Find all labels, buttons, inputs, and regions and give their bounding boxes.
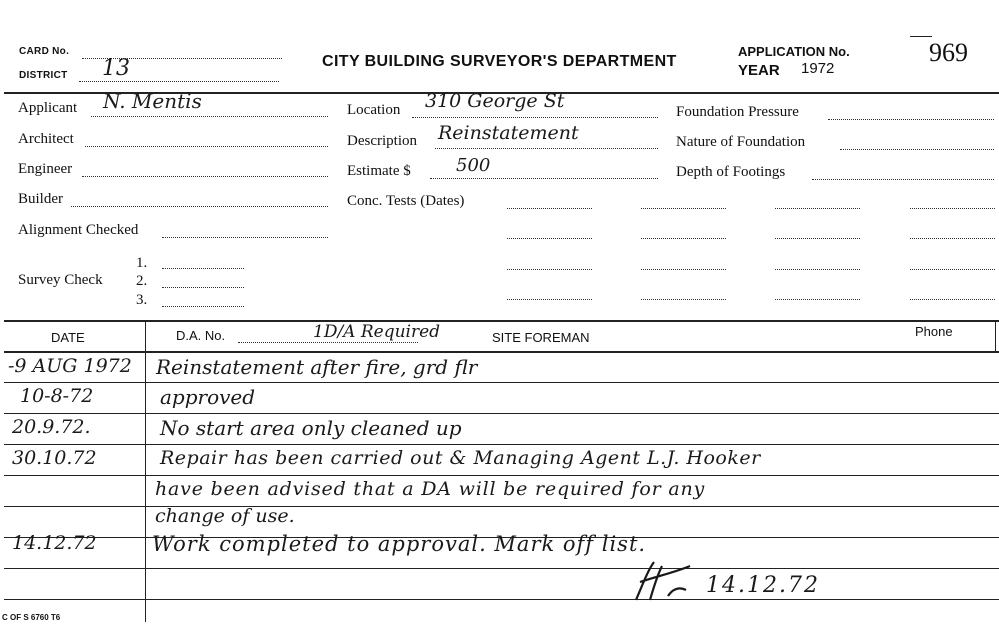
alignment-label: Alignment Checked [18,222,139,238]
conc-date-line [775,208,860,209]
log-row-text: have been advised that a DA will be required for any [155,478,706,500]
survey-line-3 [162,306,244,307]
da-no-label: D.A. No. [176,328,226,343]
engineer-line [82,176,328,177]
log-row-text: No start area only cleaned up [160,416,462,440]
location-label: Location [347,102,401,118]
log-row-text: Repair has been carried out & Managing Agent L.J. Hooker [160,447,761,469]
log-row-rule [4,444,999,445]
district-label: DISTRICT [19,70,68,81]
date-column-divider [145,322,146,622]
site-foreman-label: SITE FOREMAN [492,330,590,345]
log-row-date: 10-8-72 [20,385,94,407]
foundation-pressure-line [828,119,994,120]
survey-label: Survey Check [18,272,103,288]
phone-label: Phone [915,324,953,339]
depth-label: Depth of Footings [676,164,786,180]
log-row-date: -9 AUG 1972 [8,355,132,377]
signature-date: 14.12.72 [706,573,820,598]
depth-line [812,179,994,180]
phone-box-edge [995,322,996,352]
engineer-label: Engineer [18,161,73,177]
application-no-label: APPLICATION No. [738,44,850,59]
survey-num-2: 2. [136,273,148,289]
conc-date-line [641,208,726,209]
conc-tests-label: Conc. Tests (Dates) [347,193,465,209]
conc-date-line [507,208,592,209]
conc-date-line [641,299,726,300]
application-no-dash [910,36,932,37]
architect-line [85,146,328,147]
form-code: C OF S 6760 T6 [2,613,61,622]
log-header-rule [4,351,999,353]
district-value: 13 [102,56,130,81]
conc-date-line [910,238,995,239]
survey-num-3: 3. [136,292,148,308]
survey-line-1 [162,268,244,269]
nature-line [840,149,994,150]
survey-line-2 [162,287,244,288]
description-line [435,148,658,149]
da-no-line [238,342,418,343]
application-no-value: 969 [929,38,968,67]
description-label: Description [347,133,417,149]
inspector-signature [628,556,698,611]
district-line [79,81,279,82]
log-row-rule [4,568,999,569]
card-no-label: CARD No. [19,46,70,57]
da-no-value: 1D/A Required [313,322,441,342]
location-value: 310 George St [425,90,565,112]
alignment-line [162,237,328,238]
applicant-value: N. Mentis [103,89,202,113]
conc-date-line [910,208,995,209]
conc-date-line [775,269,860,270]
log-row-date: 14.12.72 [12,532,97,554]
log-top-rule [4,320,999,322]
estimate-value: 500 [456,155,491,176]
conc-date-line [775,238,860,239]
year-value: 1972 [801,60,835,77]
estimate-line [430,178,658,179]
log-row-text: Reinstatement after fire, grd flr [156,355,478,379]
log-row-rule [4,382,999,383]
conc-date-line [910,299,995,300]
foundation-pressure-label: Foundation Pressure [676,104,799,120]
department-title: CITY BUILDING SURVEYOR'S DEPARTMENT [322,53,677,70]
log-row-text: Work completed to approval. Mark off list. [152,532,647,556]
applicant-line [91,116,328,117]
date-column-header: DATE [51,330,85,345]
year-label: YEAR [738,62,780,79]
conc-date-line [775,299,860,300]
builder-line [71,206,328,207]
conc-date-line [507,299,592,300]
nature-label: Nature of Foundation [676,134,806,150]
location-line [412,117,658,118]
conc-date-line [507,269,592,270]
log-row-text: change of use. [155,505,295,527]
survey-num-1: 1. [136,255,148,271]
conc-date-line [641,238,726,239]
log-row-rule [4,475,999,476]
log-row-text: approved [160,385,256,409]
estimate-label: Estimate $ [347,163,411,179]
applicant-label: Applicant [18,100,78,116]
conc-date-line [641,269,726,270]
conc-date-line [507,238,592,239]
builder-label: Builder [18,191,63,207]
log-row-date: 30.10.72 [12,447,97,469]
log-row-rule [4,599,999,600]
description-value: Reinstatement [438,122,579,144]
conc-date-line [910,269,995,270]
log-row-rule [4,506,999,507]
log-row-rule [4,413,999,414]
signature-mark [628,556,698,606]
architect-label: Architect [18,131,74,147]
log-row-date: 20.9.72. [12,416,91,438]
